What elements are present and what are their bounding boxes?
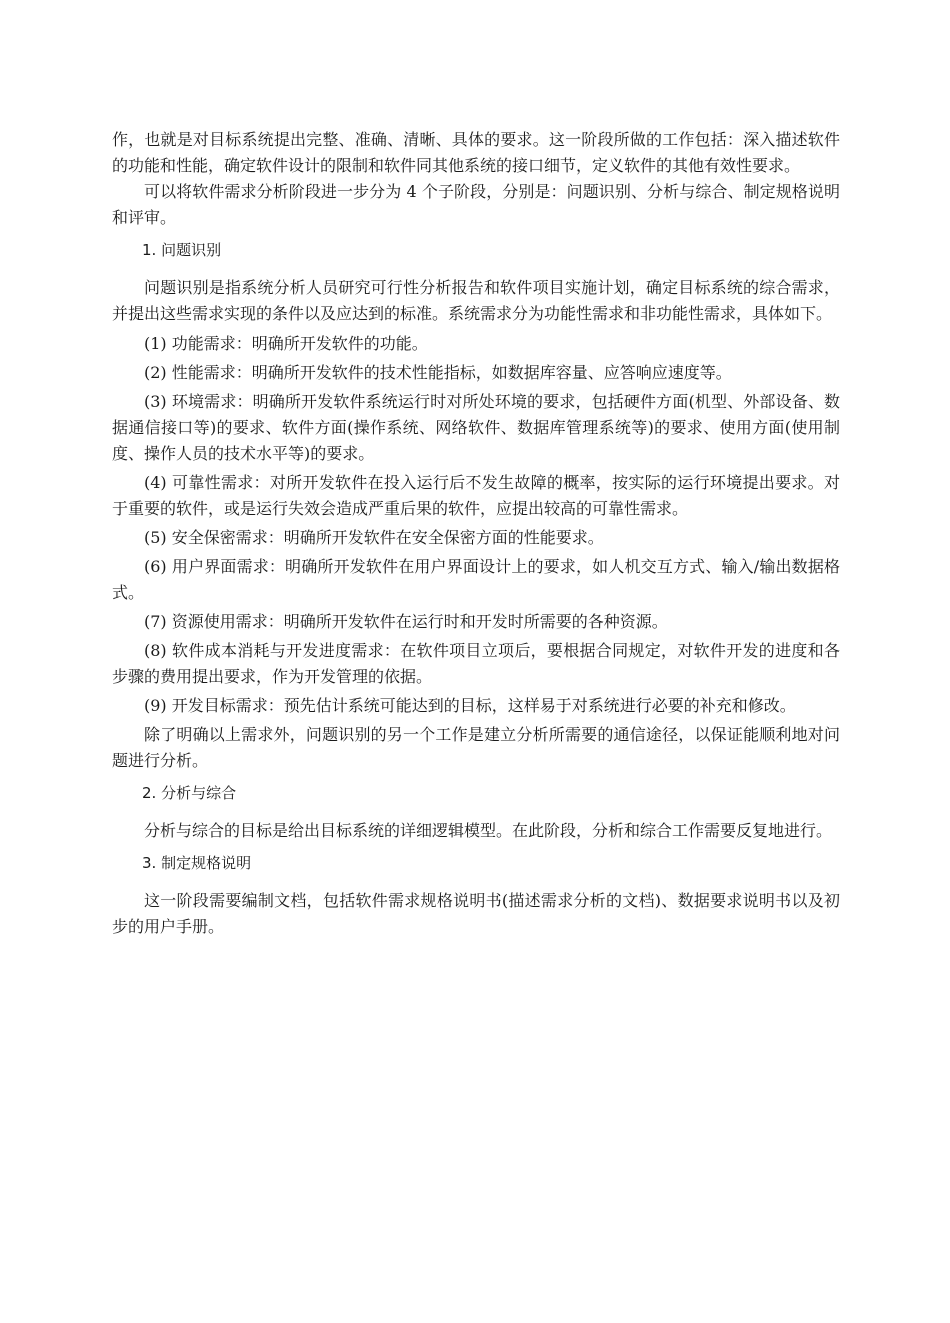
list-item: (7) 资源使用需求：明确所开发软件在运行时和开发时所需要的各种资源。: [144, 612, 668, 631]
section-3-heading: 3. 制定规格说明: [142, 854, 252, 872]
list-item: (9) 开发目标需求：预先估计系统可能达到的目标，这样易于对系统进行必要的补充和修改。: [144, 696, 796, 715]
list-item: (1) 功能需求：明确所开发软件的功能。: [144, 334, 428, 353]
section-2-body-paragraph: 分析与综合的目标是给出目标系统的详细逻辑模型。在此阶段，分析和综合工作需要反复地进行。: [144, 821, 833, 840]
section-1-heading: 1. 问题识别: [142, 241, 222, 259]
document-page: [112, 127, 840, 940]
section-3-body-paragraph: 这一阶段需要编制文档，包括软件需求规格说明书(描述需求分析的文档)、数据要求说明书以及初步的用户手册。: [112, 891, 840, 936]
intro-continuation-paragraph: 作，也就是对目标系统提出完整、准确、清晰、具体的要求。这一阶段所做的工作包括：深入描述软件的功能和性能，确定软件设计的限制和软件同其他系统的接口细节，定义软件的其他有效性要求。: [112, 130, 840, 175]
list-item: (5) 安全保密需求：明确所开发软件在安全保密方面的性能要求。: [144, 528, 604, 547]
section-1-intro-paragraph: 问题识别是指系统分析人员研究可行性分析报告和软件项目实施计划，确定目标系统的综合需求，并提出这些需求实现的条件以及应达到的标准。系统需求分为功能性需求和非功能性需求，具体如下。: [112, 278, 840, 323]
list-item: (3) 环境需求：明确所开发软件系统运行时对所处环境的要求，包括硬件方面(机型、外部设备、数据通信接口等)的要求、软件方面(操作系统、网络软件、数据库管理系统等)的要求、使用方面(使用制度、操作人员的技术水平等)的要求。: [112, 392, 840, 463]
list-item: (2) 性能需求：明确所开发软件的技术性能指标，如数据库容量、应答响应速度等。: [144, 363, 732, 382]
section-1-closing-paragraph: 除了明确以上需求外，问题识别的另一个工作是建立分析所需要的通信途径，以保证能顺利地对问题进行分析。: [112, 725, 840, 770]
requirements-list: [112, 331, 840, 719]
list-item: (6) 用户界面需求：明确所开发软件在用户界面设计上的要求，如人机交互方式、输入/输出数据格式。: [112, 557, 840, 602]
intro-overview-paragraph: 可以将软件需求分析阶段进一步分为 4 个子阶段，分别是：问题识别、分析与综合、制定规格说明和评审。: [112, 182, 840, 227]
list-item: (8) 软件成本消耗与开发进度需求：在软件项目立项后，要根据合同规定，对软件开发的进度和各步骤的费用提出要求，作为开发管理的依据。: [112, 641, 840, 686]
list-item: (4) 可靠性需求：对所开发软件在投入运行后不发生故障的概率，按实际的运行环境提出要求。对于重要的软件，或是运行失效会造成严重后果的软件，应提出较高的可靠性需求。: [112, 473, 840, 518]
section-2-heading: 2. 分析与综合: [142, 784, 237, 802]
